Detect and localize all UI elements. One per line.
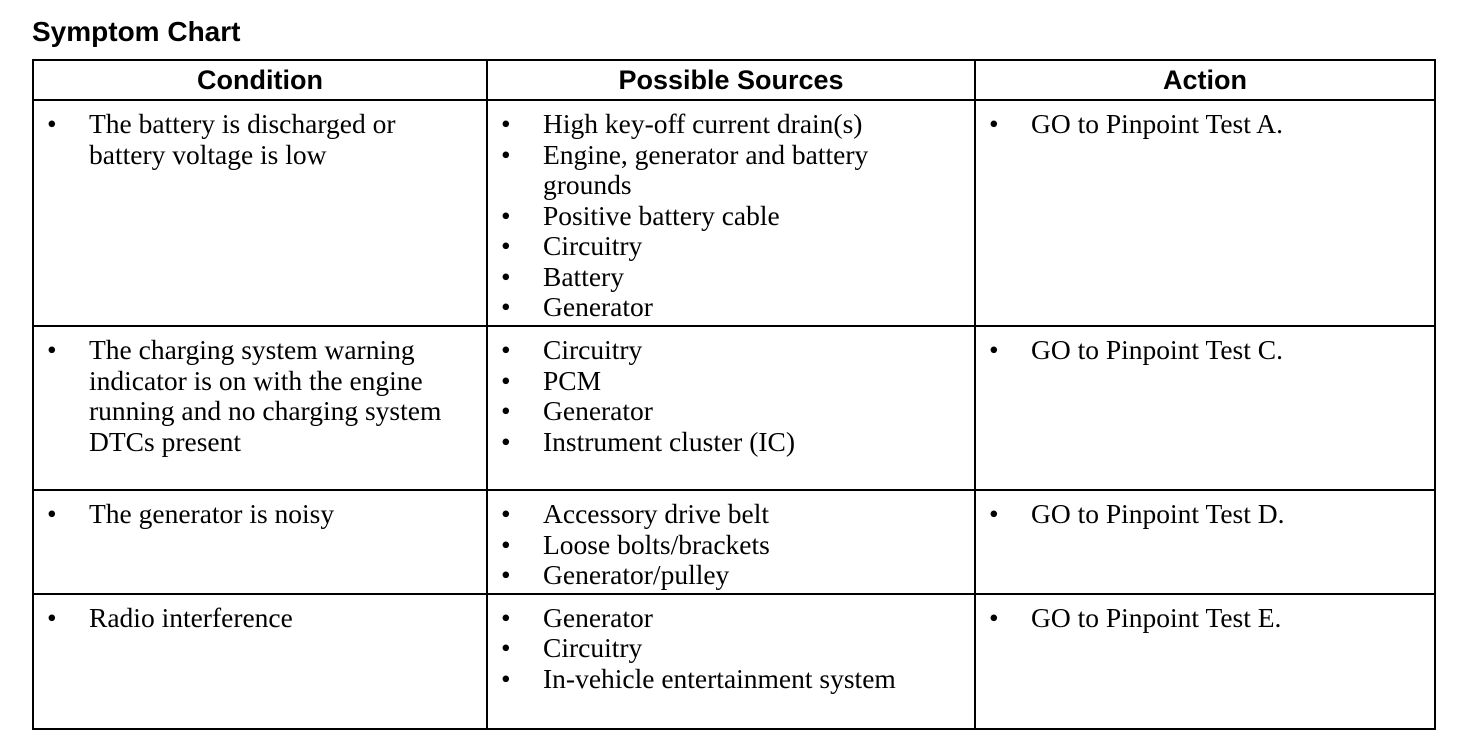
source-item: • Generator [498, 396, 966, 427]
condition-cell [33, 594, 487, 729]
sources-cell [487, 490, 975, 594]
sources-cell [487, 100, 975, 326]
action-cell [975, 100, 1435, 326]
symptom-chart-table [32, 59, 1436, 730]
header-row [33, 60, 1435, 100]
source-item: • Accessory drive belt [498, 499, 966, 530]
source-item: • Generator/pulley [498, 560, 966, 591]
action-text: • GO to Pinpoint Test A. [986, 109, 1426, 140]
sources-cell [487, 326, 975, 490]
source-item: • In-vehicle entertainment system [498, 664, 966, 695]
condition-text: • The battery is discharged or battery voltage is low [44, 109, 478, 170]
source-item: • Circuitry [498, 231, 966, 262]
condition-text: • The charging system warning indicator is on with the engine running and no charging system DTCs present [44, 335, 478, 457]
action-cell [975, 490, 1435, 594]
condition-cell [33, 100, 487, 326]
possible-sources-header: Possible Sources [487, 60, 975, 100]
action-cell [975, 594, 1435, 729]
source-item: • Generator [498, 603, 966, 634]
source-item: • High key-off current drain(s) [498, 109, 966, 140]
source-item: • Circuitry [498, 633, 966, 664]
condition-text: • Radio interference [44, 603, 478, 634]
condition-text: • The generator is noisy [44, 499, 478, 530]
table-row [33, 326, 1435, 490]
table-row [33, 100, 1435, 326]
condition-header: Condition [33, 60, 487, 100]
action-text: • GO to Pinpoint Test C. [986, 335, 1426, 366]
condition-cell [33, 326, 487, 490]
source-item: • Instrument cluster (IC) [498, 427, 966, 458]
source-item: • Circuitry [498, 335, 966, 366]
source-item: • Generator [498, 292, 966, 323]
condition-cell [33, 490, 487, 594]
action-header: Action [975, 60, 1435, 100]
source-item: • Engine, generator and battery grounds [498, 140, 966, 201]
source-item: • Loose bolts/brackets [498, 530, 966, 561]
action-cell [975, 326, 1435, 490]
source-item: • Positive battery cable [498, 201, 966, 232]
action-text: • GO to Pinpoint Test E. [986, 603, 1426, 634]
table-row [33, 594, 1435, 729]
table-row [33, 490, 1435, 594]
action-text: • GO to Pinpoint Test D. [986, 499, 1426, 530]
page-title: Symptom Chart [32, 16, 241, 47]
sources-cell [487, 594, 975, 729]
source-item: • Battery [498, 262, 966, 293]
source-item: • PCM [498, 366, 966, 397]
